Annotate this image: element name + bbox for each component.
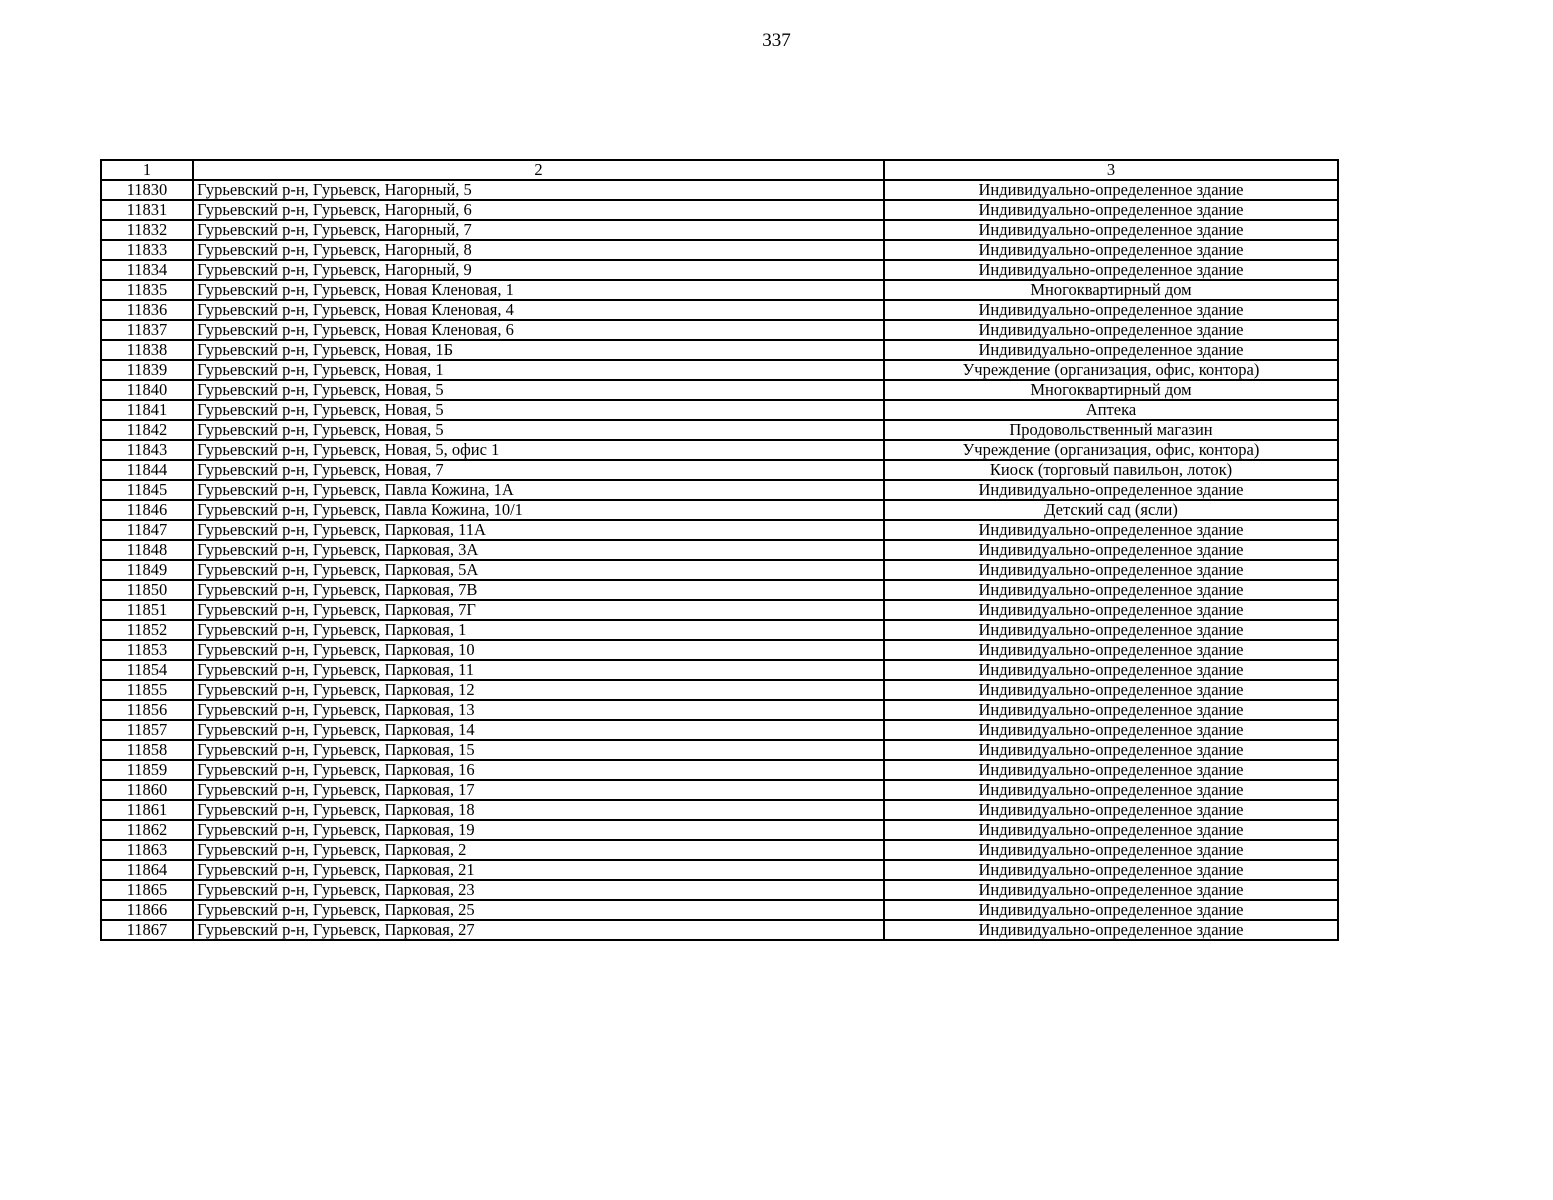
registry-table xyxy=(100,159,1339,941)
row-id-cell: 11864 xyxy=(101,860,193,880)
row-type-cell: Индивидуально-определенное здание xyxy=(884,640,1338,660)
row-type-cell: Индивидуально-определенное здание xyxy=(884,660,1338,680)
row-id-cell: 11837 xyxy=(101,320,193,340)
row-address-cell: Гурьевский р-н, Гурьевск, Нагорный, 7 xyxy=(193,220,884,240)
row-address-cell: Гурьевский р-н, Гурьевск, Парковая, 23 xyxy=(193,880,884,900)
row-type-cell: Аптека xyxy=(884,400,1338,420)
table-row xyxy=(101,440,1338,460)
row-address-cell: Гурьевский р-н, Гурьевск, Новая Кленовая, 6 xyxy=(193,320,884,340)
row-id-cell: 11867 xyxy=(101,920,193,940)
table-row xyxy=(101,400,1338,420)
row-address-cell: Гурьевский р-н, Гурьевск, Парковая, 7Г xyxy=(193,600,884,620)
table-row xyxy=(101,820,1338,840)
row-id-cell: 11853 xyxy=(101,640,193,660)
row-type-cell: Учреждение (организация, офис, контора) xyxy=(884,440,1338,460)
table-row xyxy=(101,180,1338,200)
row-type-cell: Индивидуально-определенное здание xyxy=(884,840,1338,860)
row-id-cell: 11849 xyxy=(101,560,193,580)
row-address-cell: Гурьевский р-н, Гурьевск, Парковая, 1 xyxy=(193,620,884,640)
row-address-cell: Гурьевский р-н, Гурьевск, Парковая, 19 xyxy=(193,820,884,840)
row-address-cell: Гурьевский р-н, Гурьевск, Нагорный, 9 xyxy=(193,260,884,280)
row-id-cell: 11845 xyxy=(101,480,193,500)
row-address-cell: Гурьевский р-н, Гурьевск, Павла Кожина, 1А xyxy=(193,480,884,500)
row-address-cell: Гурьевский р-н, Гурьевск, Парковая, 12 xyxy=(193,680,884,700)
row-address-cell: Гурьевский р-н, Гурьевск, Новая Кленовая, 4 xyxy=(193,300,884,320)
row-type-cell: Индивидуально-определенное здание xyxy=(884,880,1338,900)
row-id-cell: 11862 xyxy=(101,820,193,840)
table-row xyxy=(101,920,1338,940)
row-type-cell: Детский сад (ясли) xyxy=(884,500,1338,520)
row-type-cell: Индивидуально-определенное здание xyxy=(884,260,1338,280)
row-address-cell: Гурьевский р-н, Гурьевск, Парковая, 25 xyxy=(193,900,884,920)
row-id-cell: 11833 xyxy=(101,240,193,260)
row-address-cell: Гурьевский р-н, Гурьевск, Парковая, 16 xyxy=(193,760,884,780)
row-id-cell: 11846 xyxy=(101,500,193,520)
row-id-cell: 11854 xyxy=(101,660,193,680)
table-row xyxy=(101,220,1338,240)
table-row xyxy=(101,340,1338,360)
row-address-cell: Гурьевский р-н, Гурьевск, Парковая, 7В xyxy=(193,580,884,600)
row-type-cell: Индивидуально-определенное здание xyxy=(884,720,1338,740)
row-type-cell: Индивидуально-определенное здание xyxy=(884,540,1338,560)
table-row xyxy=(101,700,1338,720)
row-address-cell: Гурьевский р-н, Гурьевск, Парковая, 13 xyxy=(193,700,884,720)
row-id-cell: 11848 xyxy=(101,540,193,560)
row-id-cell: 11834 xyxy=(101,260,193,280)
row-address-cell: Гурьевский р-н, Гурьевск, Парковая, 15 xyxy=(193,740,884,760)
row-address-cell: Гурьевский р-н, Гурьевск, Парковая, 21 xyxy=(193,860,884,880)
row-address-cell: Гурьевский р-н, Гурьевск, Нагорный, 6 xyxy=(193,200,884,220)
table-row xyxy=(101,880,1338,900)
row-address-cell: Гурьевский р-н, Гурьевск, Новая, 1 xyxy=(193,360,884,380)
row-address-cell: Гурьевский р-н, Гурьевск, Новая, 5 xyxy=(193,420,884,440)
row-type-cell: Индивидуально-определенное здание xyxy=(884,620,1338,640)
row-type-cell: Индивидуально-определенное здание xyxy=(884,900,1338,920)
row-id-cell: 11850 xyxy=(101,580,193,600)
table-row xyxy=(101,640,1338,660)
table-row xyxy=(101,300,1338,320)
table-row xyxy=(101,760,1338,780)
table-row xyxy=(101,840,1338,860)
row-type-cell: Индивидуально-определенное здание xyxy=(884,200,1338,220)
table-header-row xyxy=(101,160,1338,180)
row-type-cell: Индивидуально-определенное здание xyxy=(884,820,1338,840)
table-row xyxy=(101,200,1338,220)
header-cell-2: 2 xyxy=(193,160,884,180)
row-address-cell: Гурьевский р-н, Гурьевск, Парковая, 2 xyxy=(193,840,884,860)
row-type-cell: Индивидуально-определенное здание xyxy=(884,860,1338,880)
row-id-cell: 11865 xyxy=(101,880,193,900)
table-row xyxy=(101,860,1338,880)
table-row xyxy=(101,320,1338,340)
row-type-cell: Индивидуально-определенное здание xyxy=(884,740,1338,760)
row-id-cell: 11861 xyxy=(101,800,193,820)
row-type-cell: Индивидуально-определенное здание xyxy=(884,920,1338,940)
row-address-cell: Гурьевский р-н, Гурьевск, Новая, 5, офис 1 xyxy=(193,440,884,460)
table-row xyxy=(101,800,1338,820)
row-address-cell: Гурьевский р-н, Гурьевск, Парковая, 11А xyxy=(193,520,884,540)
table-row xyxy=(101,520,1338,540)
row-type-cell: Многоквартирный дом xyxy=(884,280,1338,300)
row-type-cell: Индивидуально-определенное здание xyxy=(884,680,1338,700)
row-type-cell: Индивидуально-определенное здание xyxy=(884,320,1338,340)
row-id-cell: 11851 xyxy=(101,600,193,620)
row-address-cell: Гурьевский р-н, Гурьевск, Парковая, 10 xyxy=(193,640,884,660)
table-row xyxy=(101,560,1338,580)
row-type-cell: Учреждение (организация, офис, контора) xyxy=(884,360,1338,380)
row-id-cell: 11832 xyxy=(101,220,193,240)
row-address-cell: Гурьевский р-н, Гурьевск, Нагорный, 5 xyxy=(193,180,884,200)
row-type-cell: Индивидуально-определенное здание xyxy=(884,560,1338,580)
table-row xyxy=(101,280,1338,300)
table-row xyxy=(101,740,1338,760)
row-type-cell: Индивидуально-определенное здание xyxy=(884,760,1338,780)
row-id-cell: 11859 xyxy=(101,760,193,780)
row-id-cell: 11844 xyxy=(101,460,193,480)
table-row xyxy=(101,780,1338,800)
row-type-cell: Индивидуально-определенное здание xyxy=(884,800,1338,820)
row-address-cell: Гурьевский р-н, Гурьевск, Павла Кожина, 10/1 xyxy=(193,500,884,520)
row-id-cell: 11831 xyxy=(101,200,193,220)
row-type-cell: Киоск (торговый павильон, лоток) xyxy=(884,460,1338,480)
header-cell-1: 1 xyxy=(101,160,193,180)
table-row xyxy=(101,600,1338,620)
row-type-cell: Многоквартирный дом xyxy=(884,380,1338,400)
row-address-cell: Гурьевский р-н, Гурьевск, Парковая, 11 xyxy=(193,660,884,680)
row-address-cell: Гурьевский р-н, Гурьевск, Новая, 5 xyxy=(193,380,884,400)
row-id-cell: 11847 xyxy=(101,520,193,540)
row-address-cell: Гурьевский р-н, Гурьевск, Парковая, 14 xyxy=(193,720,884,740)
row-id-cell: 11836 xyxy=(101,300,193,320)
row-address-cell: Гурьевский р-н, Гурьевск, Новая, 1Б xyxy=(193,340,884,360)
page-number: 337 xyxy=(762,30,791,51)
row-id-cell: 11839 xyxy=(101,360,193,380)
row-type-cell: Индивидуально-определенное здание xyxy=(884,780,1338,800)
table-row xyxy=(101,680,1338,700)
row-type-cell: Индивидуально-определенное здание xyxy=(884,300,1338,320)
table-row xyxy=(101,260,1338,280)
row-id-cell: 11852 xyxy=(101,620,193,640)
row-type-cell: Индивидуально-определенное здание xyxy=(884,180,1338,200)
row-address-cell: Гурьевский р-н, Гурьевск, Парковая, 27 xyxy=(193,920,884,940)
row-type-cell: Индивидуально-определенное здание xyxy=(884,240,1338,260)
row-address-cell: Гурьевский р-н, Гурьевск, Нагорный, 8 xyxy=(193,240,884,260)
row-type-cell: Индивидуально-определенное здание xyxy=(884,600,1338,620)
row-id-cell: 11842 xyxy=(101,420,193,440)
row-address-cell: Гурьевский р-н, Гурьевск, Новая Кленовая, 1 xyxy=(193,280,884,300)
row-address-cell: Гурьевский р-н, Гурьевск, Новая, 7 xyxy=(193,460,884,480)
row-id-cell: 11856 xyxy=(101,700,193,720)
row-id-cell: 11863 xyxy=(101,840,193,860)
row-id-cell: 11866 xyxy=(101,900,193,920)
table-row xyxy=(101,460,1338,480)
row-id-cell: 11835 xyxy=(101,280,193,300)
table-row xyxy=(101,540,1338,560)
registry-table-body xyxy=(101,160,1338,940)
table-row xyxy=(101,620,1338,640)
header-cell-3: 3 xyxy=(884,160,1338,180)
row-type-cell: Индивидуально-определенное здание xyxy=(884,480,1338,500)
row-type-cell: Индивидуально-определенное здание xyxy=(884,700,1338,720)
table-row xyxy=(101,380,1338,400)
row-id-cell: 11860 xyxy=(101,780,193,800)
row-id-cell: 11830 xyxy=(101,180,193,200)
table-row xyxy=(101,720,1338,740)
table-row xyxy=(101,240,1338,260)
row-id-cell: 11855 xyxy=(101,680,193,700)
row-id-cell: 11858 xyxy=(101,740,193,760)
table-row xyxy=(101,900,1338,920)
table-row xyxy=(101,580,1338,600)
table-row xyxy=(101,360,1338,380)
row-type-cell: Индивидуально-определенное здание xyxy=(884,340,1338,360)
row-address-cell: Гурьевский р-н, Гурьевск, Парковая, 18 xyxy=(193,800,884,820)
row-type-cell: Индивидуально-определенное здание xyxy=(884,520,1338,540)
table-row xyxy=(101,420,1338,440)
row-type-cell: Продовольственный магазин xyxy=(884,420,1338,440)
table-row xyxy=(101,660,1338,680)
table-row xyxy=(101,480,1338,500)
row-id-cell: 11841 xyxy=(101,400,193,420)
row-type-cell: Индивидуально-определенное здание xyxy=(884,220,1338,240)
table-row xyxy=(101,500,1338,520)
row-address-cell: Гурьевский р-н, Гурьевск, Парковая, 5А xyxy=(193,560,884,580)
row-type-cell: Индивидуально-определенное здание xyxy=(884,580,1338,600)
row-address-cell: Гурьевский р-н, Гурьевск, Новая, 5 xyxy=(193,400,884,420)
row-id-cell: 11838 xyxy=(101,340,193,360)
row-id-cell: 11840 xyxy=(101,380,193,400)
row-id-cell: 11857 xyxy=(101,720,193,740)
row-address-cell: Гурьевский р-н, Гурьевск, Парковая, 17 xyxy=(193,780,884,800)
row-address-cell: Гурьевский р-н, Гурьевск, Парковая, 3А xyxy=(193,540,884,560)
row-id-cell: 11843 xyxy=(101,440,193,460)
